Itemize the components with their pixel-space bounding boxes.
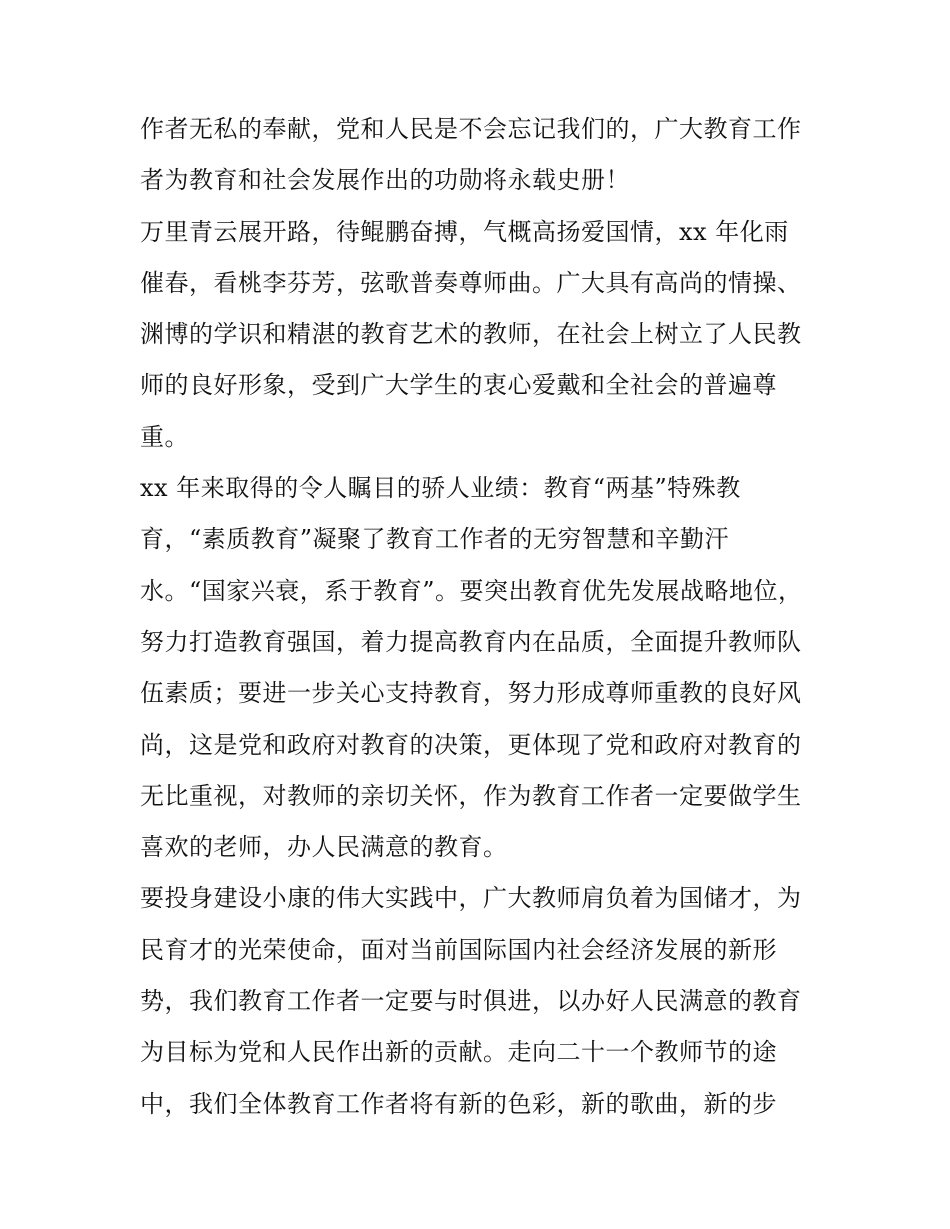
text-line: 无比重视，对教师的亲切关怀，作为教育工作者一定要做学生	[140, 781, 802, 810]
text-line: 势，我们教育工作者一定要与时俱进，以办好人民满意的教育	[140, 987, 802, 1016]
document-body	[140, 104, 820, 1130]
text-line: 作者无私的奉献，党和人民是不会忘记我们的，广大教育工作	[140, 115, 802, 143]
text-line: 喜欢的老师，办人民满意的教育。	[140, 833, 508, 862]
text-line: 水。“国家兴衰，系于教育”。要突出教育优先发展战略地位，	[140, 576, 803, 605]
text-line: 者为教育和社会发展作出的功勋将永载史册！	[140, 166, 630, 195]
text-line: 渊博的学识和精湛的教育艺术的教师，在社会上树立了人民教	[140, 320, 802, 349]
text-line: 民育才的光荣使命，面对当前国际国内社会经济发展的新形	[140, 935, 777, 964]
text-line: 中，我们全体教育工作者将有新的色彩，新的歌曲，新的步	[140, 1089, 777, 1118]
text-line: xx 年来取得的令人瞩目的骄人业绩：教育“两基”特殊教	[140, 474, 741, 503]
text-line: 要投身建设小康的伟大实践中，广大教师肩负着为国储才，为	[140, 884, 802, 913]
text-line: 万里青云展开路，待鲲鹏奋搏，气概高扬爱国情，xx 年化雨	[140, 217, 789, 246]
text-line: 催春，看桃李芬芳，弦歌普奏尊师曲。广大具有高尚的情操、	[140, 268, 802, 297]
text-line: 为目标为党和人民作出新的贡献。走向二十一个教师节的途	[140, 1038, 777, 1067]
text-line: 伍素质；要进一步关心支持教育，努力形成尊师重教的良好风	[140, 679, 802, 708]
text-line: 尚，这是党和政府对教育的决策，更体现了党和政府对教育的	[140, 730, 802, 759]
text-line: 重。	[140, 422, 189, 451]
text-line: 师的良好形象，受到广大学生的衷心爱戴和全社会的普遍尊	[140, 371, 777, 400]
text-line: 育，“素质教育”凝聚了教育工作者的无穷智慧和辛勤汗	[140, 525, 730, 554]
text-line: 努力打造教育强国，着力提高教育内在品质，全面提升教师队	[140, 627, 802, 656]
